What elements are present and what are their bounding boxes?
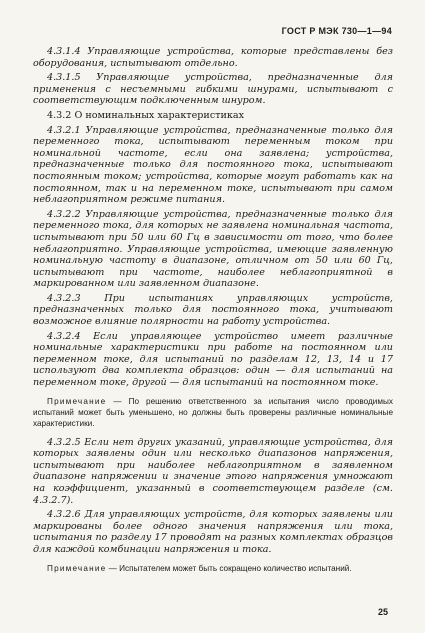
note-1 bbox=[33, 396, 393, 429]
paragraph-4-3-2-5: 4.3.2.5 Если нет других указаний, управляющие устройства, для которых заявлены один или несколько диапазонов напряжения, испытывают при наиболее неблагоприятном в заявленном диапазоне напряжении и значение этого напряжения умножают на коэффициент, указанный в соответствующем разделе (см. 4.3.2.7). bbox=[33, 436, 393, 506]
page-number: 25 bbox=[378, 607, 389, 617]
note-2-text: — Испытателем может быть сокращено количество испытаний. bbox=[106, 563, 352, 573]
note-2-label: Примечание bbox=[47, 563, 107, 573]
paragraph-4-3-2-6: 4.3.2.6 Для управляющих устройств, для которых заявлены или маркированы более одного значения напряжения или тока, испытания по разделу 17 проводят на разных комплектах образцов для каждой комбинации напряжения и тока. bbox=[33, 509, 393, 555]
paragraph-4-3-2-1: 4.3.2.1 Управляющие устройства, предназначенные только для переменного тока, испытывают переменным током при номинальной частоте, если она заявлена; устройства, предназначенные только для постоянного тока, испытывают постоянным током; устройства, которые могут работать как на постоянном, так и на переменном токе, испытывают при самом неблагоприятном режиме питания. bbox=[33, 124, 393, 206]
paragraph-4-3-2-3: 4.3.2.3 При испытаниях управляющих устройств, предназначенных только для постоянного тока, учитывают возможное влияние полярности на работу устройства. bbox=[33, 292, 393, 328]
document-body bbox=[33, 46, 393, 582]
note-2 bbox=[33, 563, 393, 574]
note-1-text: — По решению ответственного за испытания число проводимых испытаний может быть уменьшено, но должны быть проверены различные номинальные характеристики. bbox=[33, 396, 393, 428]
paragraph-4-3-1-5: 4.3.1.5 Управляющие устройства, предназначенные для применения с несъемными гибкими шнурами, испытывают с соответствующим подключенным шнуром. bbox=[33, 72, 393, 107]
note-1-label: Примечание bbox=[47, 396, 107, 406]
paragraph-4-3-1-4: 4.3.1.4 Управляющие устройства, которые представлены без оборудования, испытывают отдельно. bbox=[33, 46, 393, 69]
paragraph-4-3-2-2: 4.3.2.2 Управляющие устройства, предназначенные только для переменного тока, для которых не заявлена номинальная частота, испытывают при 50 или 60 Гц в зависимости от того, что более неблагоприятно. Управляющие устройства, имеющие заявленную номинальную частоту в диапазоне, отличном от 50 или 60 Гц, испытывают при частоте, наиболее неблагоприятной в маркированном или заявленном диапазоне. bbox=[33, 208, 393, 290]
document-header: ГОСТ Р МЭК 730—1—94 bbox=[281, 26, 392, 36]
section-heading-4-3-2: 4.3.2 О номинальных характеристиках bbox=[47, 109, 245, 121]
paragraph-4-3-2-4: 4.3.2.4 Если управляющее устройство имеет различные номинальные характеристики при работе на постоянном или переменном токе, для испытаний по разделам 12, 13, 14 и 17 используют два комплекта образцов: один — для испытаний на переменном токе, другой — для испытаний на постоянном токе. bbox=[33, 330, 393, 389]
